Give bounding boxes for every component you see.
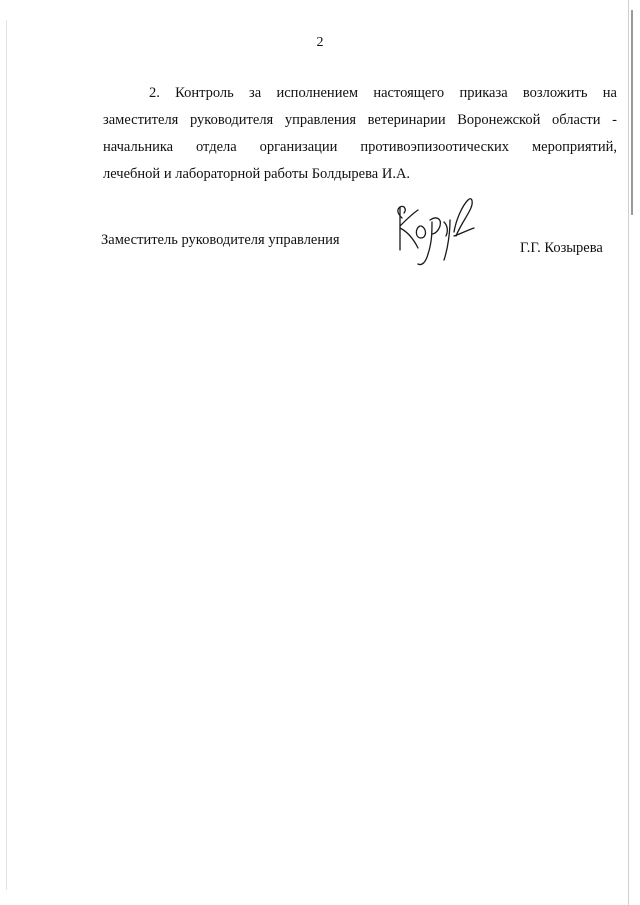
word: лабораторной [175, 166, 261, 182]
word: и [163, 166, 172, 182]
paragraph-line-2 [103, 107, 617, 134]
word: исполнением [276, 85, 359, 101]
word: противоэпизоотических [360, 139, 510, 155]
word: настоящего [373, 85, 445, 101]
handwritten-signature [388, 192, 488, 272]
paragraph-line-1 [103, 80, 617, 107]
word: заместителя [103, 112, 179, 128]
signatory-title: Заместитель руководителя управления [101, 232, 340, 248]
signatory-name: Г.Г. Козырева [520, 240, 603, 256]
word: руководителя [189, 112, 274, 128]
word: Контроль [175, 85, 234, 101]
word: возложить [522, 85, 588, 101]
word: работы [263, 166, 309, 182]
paragraph-line-4 [103, 161, 617, 188]
scan-edge-left [6, 20, 7, 890]
paragraph-control-clause [103, 80, 617, 188]
word: ветеринарии [367, 112, 446, 128]
word: Болдырева [311, 166, 379, 182]
paragraph-line-3 [103, 134, 617, 161]
word: - [612, 112, 617, 128]
page-number: 2 [316, 35, 324, 50]
word: И.А. [381, 166, 411, 182]
scan-edge-right [628, 0, 629, 905]
word: 2. [149, 85, 160, 101]
word: на [602, 85, 617, 101]
word: Воронежской [457, 112, 541, 128]
word: управления [284, 112, 357, 128]
word: мероприятий, [531, 139, 617, 155]
word: области [551, 112, 601, 128]
word: отдела [196, 139, 237, 155]
word: начальника [103, 139, 174, 155]
word: приказа [459, 85, 508, 101]
word: лечебной [103, 166, 161, 182]
word: организации [259, 139, 338, 155]
word: за [249, 85, 262, 101]
